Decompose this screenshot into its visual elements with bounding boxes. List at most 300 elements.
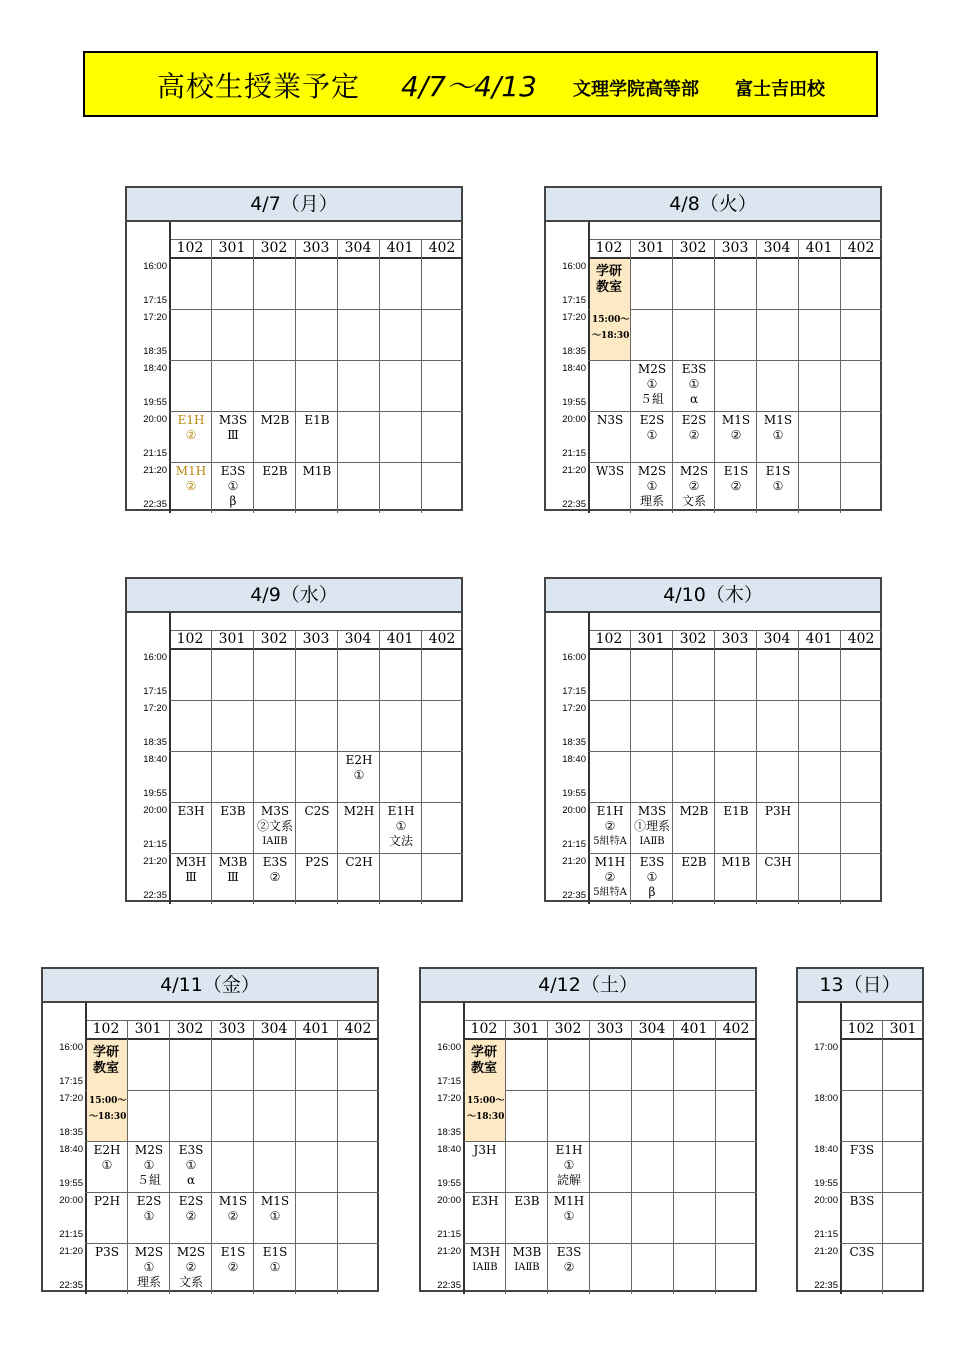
room-header: 302 bbox=[679, 240, 707, 256]
class-code: M2S bbox=[176, 1245, 206, 1259]
class-code: E2S bbox=[136, 1194, 162, 1208]
class-code: F3S bbox=[849, 1143, 875, 1157]
room-header: 304 bbox=[763, 240, 791, 256]
class-code: M1S bbox=[763, 413, 793, 427]
day-header: 4/10（木） bbox=[546, 579, 880, 613]
class-code: M3S bbox=[218, 413, 248, 427]
class-note: 5組特A bbox=[593, 836, 627, 847]
room-header: 303 bbox=[218, 1021, 246, 1037]
class-note: ⅠAⅡB bbox=[472, 1262, 498, 1273]
class-code: E2H bbox=[345, 753, 373, 767]
grid-line bbox=[169, 751, 463, 752]
class-note: ① bbox=[143, 1260, 155, 1274]
class-code: E3S bbox=[262, 855, 288, 869]
class-code: M2S bbox=[679, 464, 709, 478]
class-code: E3B bbox=[220, 804, 246, 818]
class-cell bbox=[380, 804, 422, 854]
time-start: 20:00 bbox=[814, 1195, 838, 1206]
class-cell bbox=[631, 855, 673, 905]
class-cell bbox=[715, 413, 757, 463]
time-start: 20:00 bbox=[437, 1195, 461, 1206]
class-code: M1H bbox=[175, 464, 207, 478]
time-start: 17:20 bbox=[562, 703, 586, 714]
room-header: 102 bbox=[847, 1021, 875, 1037]
class-cell bbox=[548, 1194, 590, 1244]
study-room-label: 学研 bbox=[93, 1045, 120, 1060]
day-block bbox=[796, 967, 924, 1292]
class-code: E1S bbox=[262, 1245, 288, 1259]
day-block bbox=[544, 186, 882, 511]
room-header: 402 bbox=[428, 631, 456, 647]
class-cell bbox=[254, 855, 296, 905]
class-cell bbox=[170, 1194, 212, 1244]
class-note: ⅠAⅡB bbox=[639, 836, 665, 847]
room-header: 301 bbox=[512, 1021, 540, 1037]
grid-line bbox=[169, 309, 463, 310]
time-start: 17:20 bbox=[437, 1093, 461, 1104]
page-title: 高校生授業予定 bbox=[157, 70, 361, 103]
grid-line bbox=[85, 1090, 379, 1091]
class-note: ② bbox=[688, 428, 700, 442]
class-cell bbox=[548, 1245, 590, 1295]
time-start: 16:00 bbox=[143, 261, 167, 272]
class-code: M2S bbox=[134, 1245, 164, 1259]
time-start: 20:00 bbox=[143, 414, 167, 425]
time-start: 20:00 bbox=[562, 414, 586, 425]
grid-line bbox=[588, 802, 882, 803]
study-room-label: 学研 bbox=[596, 264, 623, 279]
class-note: ５組 bbox=[136, 1173, 161, 1187]
time-start: 21:20 bbox=[562, 856, 586, 867]
room-header: 303 bbox=[302, 240, 330, 256]
class-cell bbox=[673, 804, 715, 854]
day-block bbox=[544, 577, 882, 902]
class-cell bbox=[212, 855, 254, 905]
class-cell bbox=[296, 804, 338, 854]
room-header: 401 bbox=[386, 631, 414, 647]
time-start: 21:20 bbox=[143, 856, 167, 867]
class-code: E3H bbox=[177, 804, 205, 818]
room-header: 402 bbox=[847, 631, 875, 647]
time-end: 22:35 bbox=[143, 890, 167, 901]
class-cell bbox=[464, 1143, 506, 1193]
class-code: M2S bbox=[637, 464, 667, 478]
time-end: 22:35 bbox=[562, 499, 586, 510]
school-name: 文理学院高等部 bbox=[573, 79, 699, 100]
class-code: J3H bbox=[473, 1143, 497, 1157]
grid-line bbox=[588, 360, 882, 361]
time-start: 17:00 bbox=[814, 1042, 838, 1053]
time-end: 22:35 bbox=[437, 1280, 461, 1291]
room-header: 102 bbox=[176, 240, 204, 256]
class-cell bbox=[673, 855, 715, 905]
class-code: E1B bbox=[723, 804, 749, 818]
study-room-label: 教室 bbox=[596, 280, 623, 295]
class-cell bbox=[212, 804, 254, 854]
study-room-hours: ～18:30 bbox=[592, 331, 630, 341]
time-end: 22:35 bbox=[814, 1280, 838, 1291]
date-range: 4/7～4/13 bbox=[401, 70, 537, 103]
class-cell bbox=[464, 1245, 506, 1295]
class-cell bbox=[757, 804, 799, 854]
room-header: 401 bbox=[302, 1021, 330, 1037]
class-cell bbox=[673, 413, 715, 463]
class-note: ② bbox=[185, 1260, 197, 1274]
class-note: ② bbox=[604, 870, 616, 884]
room-header: 303 bbox=[302, 631, 330, 647]
class-cell bbox=[841, 1194, 883, 1244]
class-note: ②文系 bbox=[256, 819, 293, 833]
time-end: 17:15 bbox=[143, 295, 167, 306]
class-note: 文系 bbox=[178, 1275, 203, 1289]
class-note: ② bbox=[269, 870, 281, 884]
class-cell bbox=[212, 1194, 254, 1244]
class-note: ① bbox=[772, 428, 784, 442]
class-cell bbox=[254, 413, 296, 463]
class-cell bbox=[631, 804, 673, 854]
time-start: 16:00 bbox=[562, 652, 586, 663]
class-note: ①理系 bbox=[633, 819, 670, 833]
time-end: 17:15 bbox=[562, 295, 586, 306]
time-start: 17:20 bbox=[59, 1093, 83, 1104]
class-cell bbox=[254, 1245, 296, 1295]
class-code: M3H bbox=[469, 1245, 501, 1259]
time-start: 20:00 bbox=[562, 805, 586, 816]
class-note: ① bbox=[646, 428, 658, 442]
class-code: P3H bbox=[764, 804, 792, 818]
study-room-label: 教室 bbox=[471, 1061, 498, 1076]
study-room-block bbox=[590, 259, 630, 360]
class-code: N3S bbox=[596, 413, 624, 427]
class-cell bbox=[715, 804, 757, 854]
class-note: α bbox=[689, 392, 699, 406]
grid-line bbox=[169, 700, 463, 701]
time-end: 17:15 bbox=[59, 1076, 83, 1087]
time-end: 21:15 bbox=[562, 839, 586, 850]
class-code: M1S bbox=[721, 413, 751, 427]
grid-line bbox=[463, 1090, 757, 1091]
time-start: 21:20 bbox=[437, 1246, 461, 1257]
class-note: ② bbox=[227, 1209, 239, 1223]
day-header: 4/7（月） bbox=[127, 188, 461, 222]
class-cell bbox=[170, 413, 212, 463]
time-end: 19:55 bbox=[143, 397, 167, 408]
class-cell bbox=[631, 362, 673, 412]
class-note: α bbox=[186, 1173, 196, 1187]
time-start: 18:00 bbox=[814, 1093, 838, 1104]
time-end: 21:15 bbox=[59, 1229, 83, 1240]
class-cell bbox=[589, 464, 631, 514]
class-note: 理系 bbox=[639, 494, 664, 508]
class-cell bbox=[170, 1245, 212, 1295]
class-note: ① bbox=[688, 377, 700, 391]
class-cell bbox=[296, 855, 338, 905]
grid-line bbox=[169, 802, 463, 803]
grid-line bbox=[715, 1021, 716, 1294]
grid-line bbox=[463, 1141, 757, 1142]
class-code: E2B bbox=[262, 464, 288, 478]
time-end: 21:15 bbox=[143, 839, 167, 850]
room-header: 303 bbox=[721, 240, 749, 256]
class-cell bbox=[296, 413, 338, 463]
time-start: 16:00 bbox=[59, 1042, 83, 1053]
time-end: 22:35 bbox=[143, 499, 167, 510]
class-note: 5組特A bbox=[593, 887, 627, 898]
class-code: E1B bbox=[304, 413, 330, 427]
class-note: ② bbox=[688, 479, 700, 493]
grid-line bbox=[169, 411, 463, 412]
class-note: Ⅲ bbox=[227, 428, 239, 442]
time-end: 21:15 bbox=[437, 1229, 461, 1240]
class-cell bbox=[757, 413, 799, 463]
class-code: E3S bbox=[556, 1245, 582, 1259]
room-header: 302 bbox=[679, 631, 707, 647]
class-note: ⅠAⅡB bbox=[262, 836, 288, 847]
class-cell bbox=[212, 464, 254, 514]
class-code: P2H bbox=[93, 1194, 121, 1208]
class-code: M1B bbox=[302, 464, 332, 478]
study-room-hours: ～18:30 bbox=[467, 1112, 505, 1122]
class-note: 文法 bbox=[388, 834, 413, 848]
time-start: 20:00 bbox=[143, 805, 167, 816]
grid-line bbox=[673, 1021, 674, 1294]
time-start: 21:20 bbox=[814, 1246, 838, 1257]
day-header: 4/8（火） bbox=[546, 188, 880, 222]
class-cell bbox=[841, 1143, 883, 1193]
class-code: E1H bbox=[596, 804, 624, 818]
class-code: E1H bbox=[555, 1143, 583, 1157]
room-header: 402 bbox=[428, 240, 456, 256]
class-code: M2B bbox=[260, 413, 290, 427]
room-header: 102 bbox=[595, 631, 623, 647]
room-header: 301 bbox=[134, 1021, 162, 1037]
time-start: 18:40 bbox=[562, 363, 586, 374]
time-end: 18:35 bbox=[143, 346, 167, 357]
day-block bbox=[419, 967, 757, 1292]
time-end: 18:35 bbox=[437, 1127, 461, 1138]
grid-line bbox=[337, 1021, 338, 1294]
grid-line bbox=[463, 1038, 757, 1040]
class-code: M1H bbox=[594, 855, 626, 869]
class-cell bbox=[128, 1143, 170, 1193]
day-block bbox=[125, 577, 463, 902]
class-cell bbox=[86, 1194, 128, 1244]
class-cell bbox=[673, 362, 715, 412]
time-start: 16:00 bbox=[437, 1042, 461, 1053]
class-cell bbox=[757, 855, 799, 905]
class-code: M1S bbox=[218, 1194, 248, 1208]
title-banner bbox=[83, 51, 878, 117]
class-code: M2S bbox=[134, 1143, 164, 1157]
class-note: ① bbox=[353, 768, 365, 782]
class-code: M3S bbox=[637, 804, 667, 818]
class-code: E1S bbox=[220, 1245, 246, 1259]
class-note: ② bbox=[185, 428, 197, 442]
day-header: 13（日） bbox=[798, 969, 922, 1003]
class-code: B3S bbox=[849, 1194, 875, 1208]
class-note: ② bbox=[185, 1209, 197, 1223]
class-note: β bbox=[229, 494, 237, 508]
class-code: M1B bbox=[721, 855, 751, 869]
class-code: E1S bbox=[723, 464, 749, 478]
study-room-block bbox=[465, 1040, 505, 1141]
room-header: 401 bbox=[805, 631, 833, 647]
class-note: ① bbox=[101, 1158, 113, 1172]
grid-line bbox=[588, 309, 882, 310]
class-cell bbox=[254, 804, 296, 854]
class-note: ② bbox=[185, 479, 197, 493]
day-header: 4/9（水） bbox=[127, 579, 461, 613]
time-end: 19:55 bbox=[143, 788, 167, 799]
class-note: Ⅲ bbox=[185, 870, 197, 884]
grid-line bbox=[588, 700, 882, 701]
class-cell bbox=[254, 464, 296, 514]
room-header: 402 bbox=[722, 1021, 750, 1037]
class-note: ① bbox=[646, 479, 658, 493]
room-header: 304 bbox=[763, 631, 791, 647]
class-note: ① bbox=[563, 1158, 575, 1172]
grid-line bbox=[631, 1021, 632, 1294]
class-cell bbox=[296, 464, 338, 514]
class-code: M3S bbox=[260, 804, 290, 818]
class-code: E2B bbox=[681, 855, 707, 869]
class-code: P3S bbox=[95, 1245, 119, 1259]
class-note: ① bbox=[646, 870, 658, 884]
room-header: 304 bbox=[260, 1021, 288, 1037]
class-cell bbox=[128, 1194, 170, 1244]
class-code: C2H bbox=[345, 855, 373, 869]
time-end: 19:55 bbox=[437, 1178, 461, 1189]
class-cell bbox=[338, 804, 380, 854]
class-code: E1S bbox=[765, 464, 791, 478]
class-note: ② bbox=[730, 479, 742, 493]
room-header: 401 bbox=[680, 1021, 708, 1037]
grid-line bbox=[840, 1141, 924, 1142]
time-start: 17:20 bbox=[562, 312, 586, 323]
room-header: 303 bbox=[596, 1021, 624, 1037]
class-cell bbox=[589, 855, 631, 905]
class-cell bbox=[464, 1194, 506, 1244]
class-code: E3S bbox=[681, 362, 707, 376]
time-end: 19:55 bbox=[562, 788, 586, 799]
grid-line bbox=[85, 1141, 379, 1142]
time-end: 18:35 bbox=[59, 1127, 83, 1138]
class-code: M2S bbox=[637, 362, 667, 376]
room-header: 402 bbox=[344, 1021, 372, 1037]
class-code: P2S bbox=[305, 855, 329, 869]
class-cell bbox=[757, 464, 799, 514]
class-code: E3S bbox=[639, 855, 665, 869]
time-end: 22:35 bbox=[59, 1280, 83, 1291]
time-start: 21:20 bbox=[562, 465, 586, 476]
class-note: Ⅲ bbox=[227, 870, 239, 884]
class-note: ② bbox=[604, 819, 616, 833]
class-code: W3S bbox=[595, 464, 625, 478]
class-code: E3S bbox=[178, 1143, 204, 1157]
time-end: 21:15 bbox=[143, 448, 167, 459]
class-cell bbox=[170, 1143, 212, 1193]
time-end: 17:15 bbox=[143, 686, 167, 697]
class-note: ５組 bbox=[639, 392, 664, 406]
grid-line bbox=[588, 648, 882, 650]
room-header: 302 bbox=[260, 631, 288, 647]
class-note: ② bbox=[730, 428, 742, 442]
study-room-block bbox=[87, 1040, 127, 1141]
time-start: 20:00 bbox=[59, 1195, 83, 1206]
class-code: E1H bbox=[387, 804, 415, 818]
time-start: 17:20 bbox=[143, 703, 167, 714]
room-header: 302 bbox=[176, 1021, 204, 1037]
class-code: M1H bbox=[553, 1194, 585, 1208]
campus-name: 富士吉田校 bbox=[735, 79, 825, 100]
room-header: 102 bbox=[470, 1021, 498, 1037]
time-start: 18:40 bbox=[437, 1144, 461, 1155]
class-note: ① bbox=[143, 1158, 155, 1172]
class-cell bbox=[338, 753, 380, 803]
class-code: M2B bbox=[679, 804, 709, 818]
class-code: E1H bbox=[177, 413, 205, 427]
time-start: 18:40 bbox=[143, 363, 167, 374]
class-code: E2S bbox=[639, 413, 665, 427]
class-note: ① bbox=[269, 1260, 281, 1274]
grid-line bbox=[169, 360, 463, 361]
grid-line bbox=[588, 751, 882, 752]
room-header: 301 bbox=[218, 631, 246, 647]
class-cell bbox=[212, 1245, 254, 1295]
time-end: 19:55 bbox=[562, 397, 586, 408]
class-cell bbox=[631, 464, 673, 514]
room-header: 303 bbox=[721, 631, 749, 647]
room-header: 301 bbox=[637, 631, 665, 647]
grid-line bbox=[169, 648, 463, 650]
class-cell bbox=[715, 464, 757, 514]
class-note: ① bbox=[563, 1209, 575, 1223]
class-note: ① bbox=[227, 479, 239, 493]
room-header: 301 bbox=[218, 240, 246, 256]
time-start: 18:40 bbox=[59, 1144, 83, 1155]
class-cell bbox=[170, 464, 212, 514]
room-header: 301 bbox=[637, 240, 665, 256]
class-note: ① bbox=[143, 1209, 155, 1223]
day-header: 4/12（土） bbox=[421, 969, 755, 1003]
grid-line bbox=[463, 1192, 757, 1193]
class-cell bbox=[673, 464, 715, 514]
class-cell bbox=[86, 1143, 128, 1193]
class-cell bbox=[86, 1245, 128, 1295]
time-end: 17:15 bbox=[562, 686, 586, 697]
class-note: ① bbox=[646, 377, 658, 391]
grid-line bbox=[421, 631, 422, 904]
room-header: 102 bbox=[176, 631, 204, 647]
class-note: 理系 bbox=[136, 1275, 161, 1289]
class-cell bbox=[212, 413, 254, 463]
study-room-label: 学研 bbox=[471, 1045, 498, 1060]
room-header: 301 bbox=[889, 1021, 917, 1037]
day-block bbox=[41, 967, 379, 1292]
grid-line bbox=[379, 240, 380, 513]
time-start: 21:20 bbox=[143, 465, 167, 476]
time-end: 19:55 bbox=[814, 1178, 838, 1189]
class-code: C3H bbox=[764, 855, 792, 869]
time-start: 18:40 bbox=[562, 754, 586, 765]
day-block bbox=[125, 186, 463, 511]
class-cell bbox=[841, 1245, 883, 1295]
time-start: 16:00 bbox=[562, 261, 586, 272]
class-note: ① bbox=[395, 819, 407, 833]
class-cell bbox=[506, 1194, 548, 1244]
class-note: 読解 bbox=[556, 1173, 581, 1187]
room-header: 401 bbox=[386, 240, 414, 256]
